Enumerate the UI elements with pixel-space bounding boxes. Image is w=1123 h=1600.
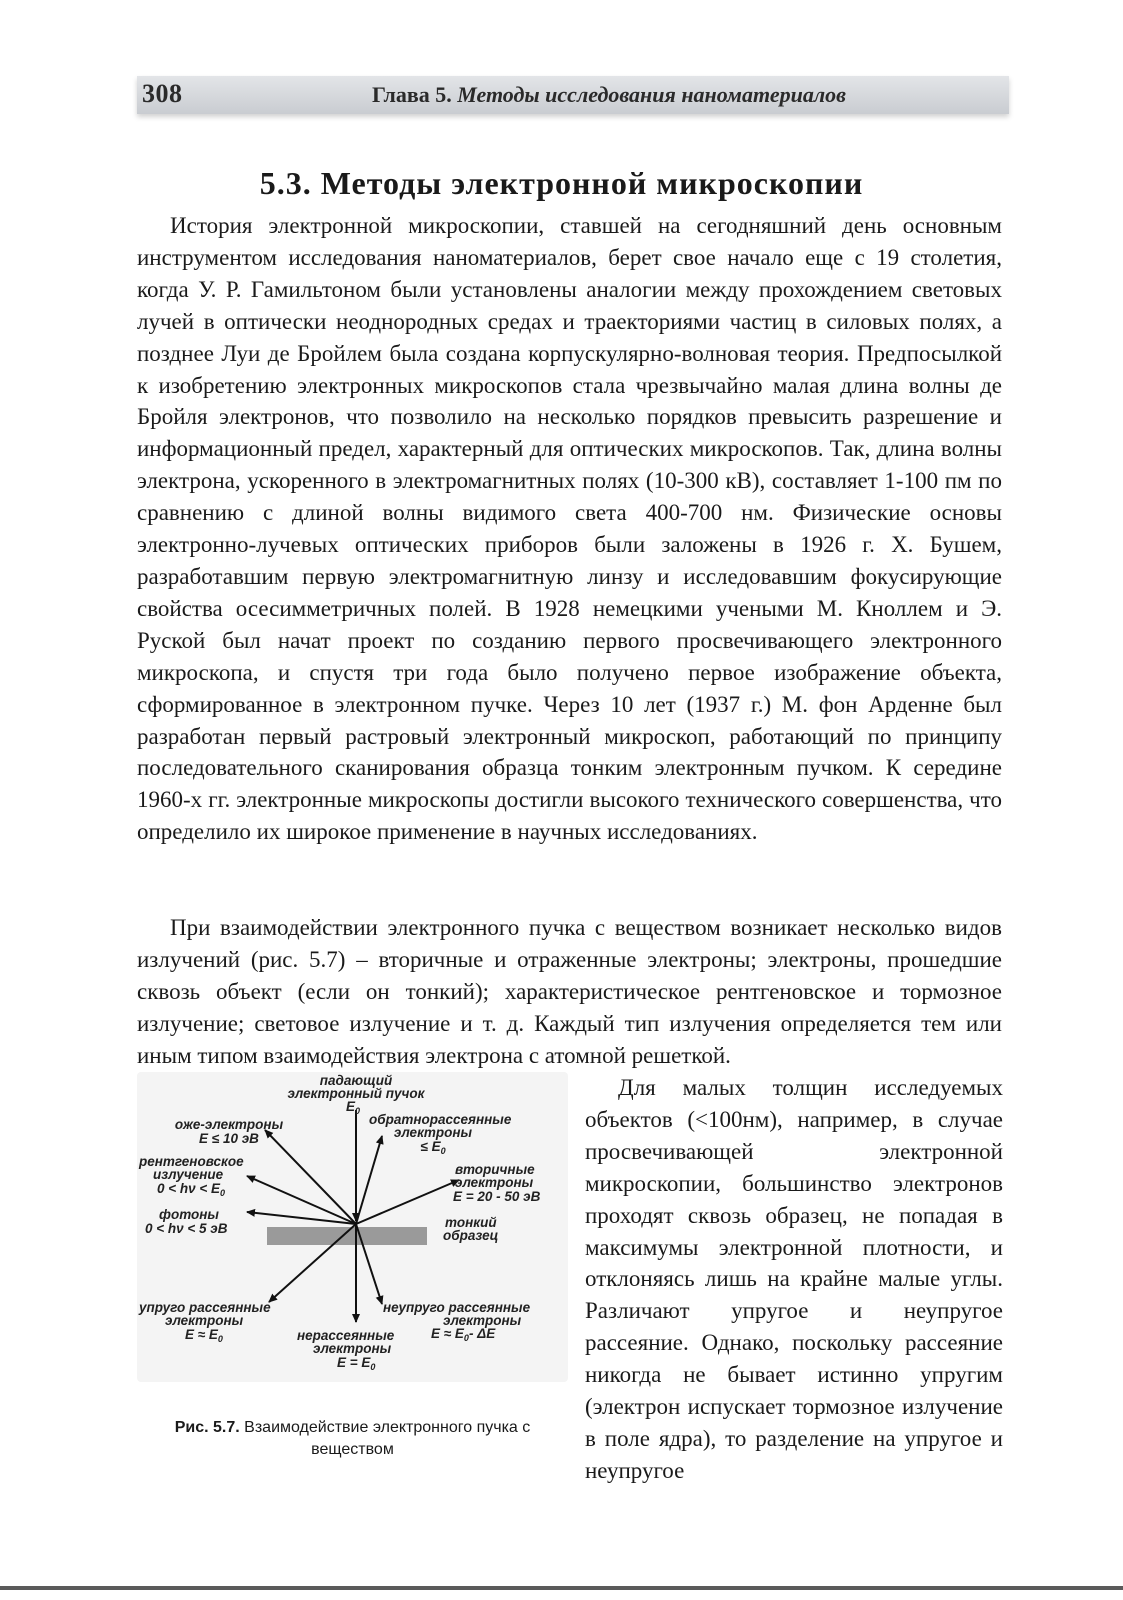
auger-label-2: E ≤ 10 эВ: [199, 1131, 259, 1146]
thin-sample-plate: [267, 1227, 427, 1245]
elastic-label-2: электроны: [165, 1313, 244, 1328]
sample-label-2: образец: [443, 1228, 499, 1243]
section-title: 5.3. Методы электронной микроскопии: [259, 165, 864, 202]
paragraph-interaction: При взаимодействии электронного пучка с веществом возникает несколько видов излучений (рис. 5.7) – вторичные и отраженные электроны; электроны, прошедшие сквозь объект (если он тонкий); характеристическое рентгеновское и тормозное излучение; световое излучение и т. д. Каждый тип излучения определяется тем или иным типом взаимодействия электрона с атомной решеткой.: [137, 915, 1002, 1068]
page-number: 308: [142, 79, 183, 108]
backscatter-arrow: [356, 1136, 382, 1224]
inelastic-label-3: $E \approx E_0-$ ΔE: [431, 1326, 496, 1343]
unscattered-label-2: электроны: [313, 1341, 392, 1356]
unscattered-label-1: нерассеянные: [297, 1328, 395, 1343]
figure-caption: [137, 1417, 568, 1461]
xray-label-2: излучение: [153, 1167, 224, 1182]
incident-label-3: $E_0$: [345, 1099, 361, 1116]
secondary-label-2: электроны: [455, 1175, 534, 1190]
xray-label-3: $0 < h\nu < E_0$: [157, 1181, 226, 1198]
figure-caption-text: Взаимодействие электронного пучка с веществом: [244, 1419, 531, 1458]
secondary-label-3: E = 20 - 50 эВ: [453, 1189, 541, 1204]
inelastic-label-1: неупруго рассеянные: [383, 1300, 531, 1315]
sample-label-1: тонкий: [445, 1215, 497, 1230]
secondary-label-1: вторичные: [455, 1162, 535, 1177]
photons-label-1: фотоны: [159, 1207, 219, 1222]
paragraph-history: История электронной микроскопии, ставшей на сегодняшний день основным инструментом исследования наноматериалов, берет свое начало еще с 19 столетия, когда У. Р. Гамильтоном были установлены аналогии между прохождением световых лучей в оптически неоднородных средах и траекториями частиц в силовых полях, а позднее Луи де Бройлем была создана корпускулярно-волновая теория. Предпосылкой к изобретению электронных микроскопов стала чрезвычайно малая длина волны де Бройля электронов, что позволило на несколько порядков превысить разрешение и информационный предел, характерный для оптических микроскопов. Так, длина волны электрона, ускоренного в электромагнитных полях (10-300 кВ), составляет 1-100 пм по сравнению с длиной волны видимого света 400-700 нм. Физические основы электронно-лучевых оптических приборов были заложены в 1926 г. Х. Бушем, разработавшим первую электромагнитную линзу и исследовавшим фокусирующие свойства осесимметричных полей. В 1928 немецкими учеными М. Кноллем и Э. Руской был начат проект по созданию первого просвечивающего электронного микроскопа, и спустя три года было получено первое изображение объекта, сформированное в электронном пучке. Через 10 лет (1937 г.) М. фон Арденне был разработан первый растровый электронный микроскоп, работающий по принципу последовательного сканирования образца тонким электронным пучком. К середине 1960-х гг. электронные микроскопы достигли высокого технического совершенства, что определило их широкое применение в научных исследованиях.: [137, 213, 1002, 845]
chapter-prefix: Глава 5.: [372, 82, 452, 107]
incident-label-2: электронный пучок: [287, 1086, 425, 1101]
xray-label-1: рентгеновское: [139, 1154, 244, 1169]
xray-arrow: [247, 1176, 356, 1224]
backscatter-label-2: электроны: [393, 1125, 473, 1140]
running-head: [372, 82, 1002, 108]
secondary-arrow: [356, 1180, 459, 1224]
auger-arrow: [265, 1130, 356, 1224]
inelastic-label-2: электроны: [443, 1313, 522, 1328]
elastic-label-3: $E \approx E_0$: [185, 1327, 223, 1344]
photon-arrow: [247, 1212, 356, 1224]
bottom-rule: [0, 1586, 1123, 1590]
photons-label-2: 0 < hν < 5 эВ: [145, 1221, 228, 1236]
interaction-diagram: [137, 1072, 568, 1382]
backscatter-label-1: обратнорассеянные: [369, 1112, 512, 1127]
auger-label-1: оже-электроны: [174, 1117, 284, 1132]
backscatter-label-3: ≤ $E_0$: [420, 1139, 446, 1156]
elastic-label-1: упруго рассеянные: [139, 1300, 271, 1315]
incident-label-1: падающий: [319, 1073, 393, 1088]
paragraph-thin-objects: Для малых толщин исследуемых объектов (<100нм), например, в случае просвечивающей электронной микроскопии, большинство электронов проходят сквозь образец, не попадая в максимумы электронной плотности, и отклоняясь лишь на крайне малые углы. Различают упругое и неупругое рассеяние. Однако, поскольку рассеяние никогда не бывает истинно упругим (электрон испускает тормозное излучение в поле ядра), то разделение на упругое и неупругое: [585, 1075, 1003, 1483]
chapter-title: Методы исследования наноматериалов: [457, 82, 846, 107]
unscattered-label-3: $E = E_0$: [337, 1355, 376, 1372]
figure-caption-label: Рис. 5.7.: [174, 1419, 240, 1436]
figure-electron-interaction: [137, 1072, 568, 1382]
